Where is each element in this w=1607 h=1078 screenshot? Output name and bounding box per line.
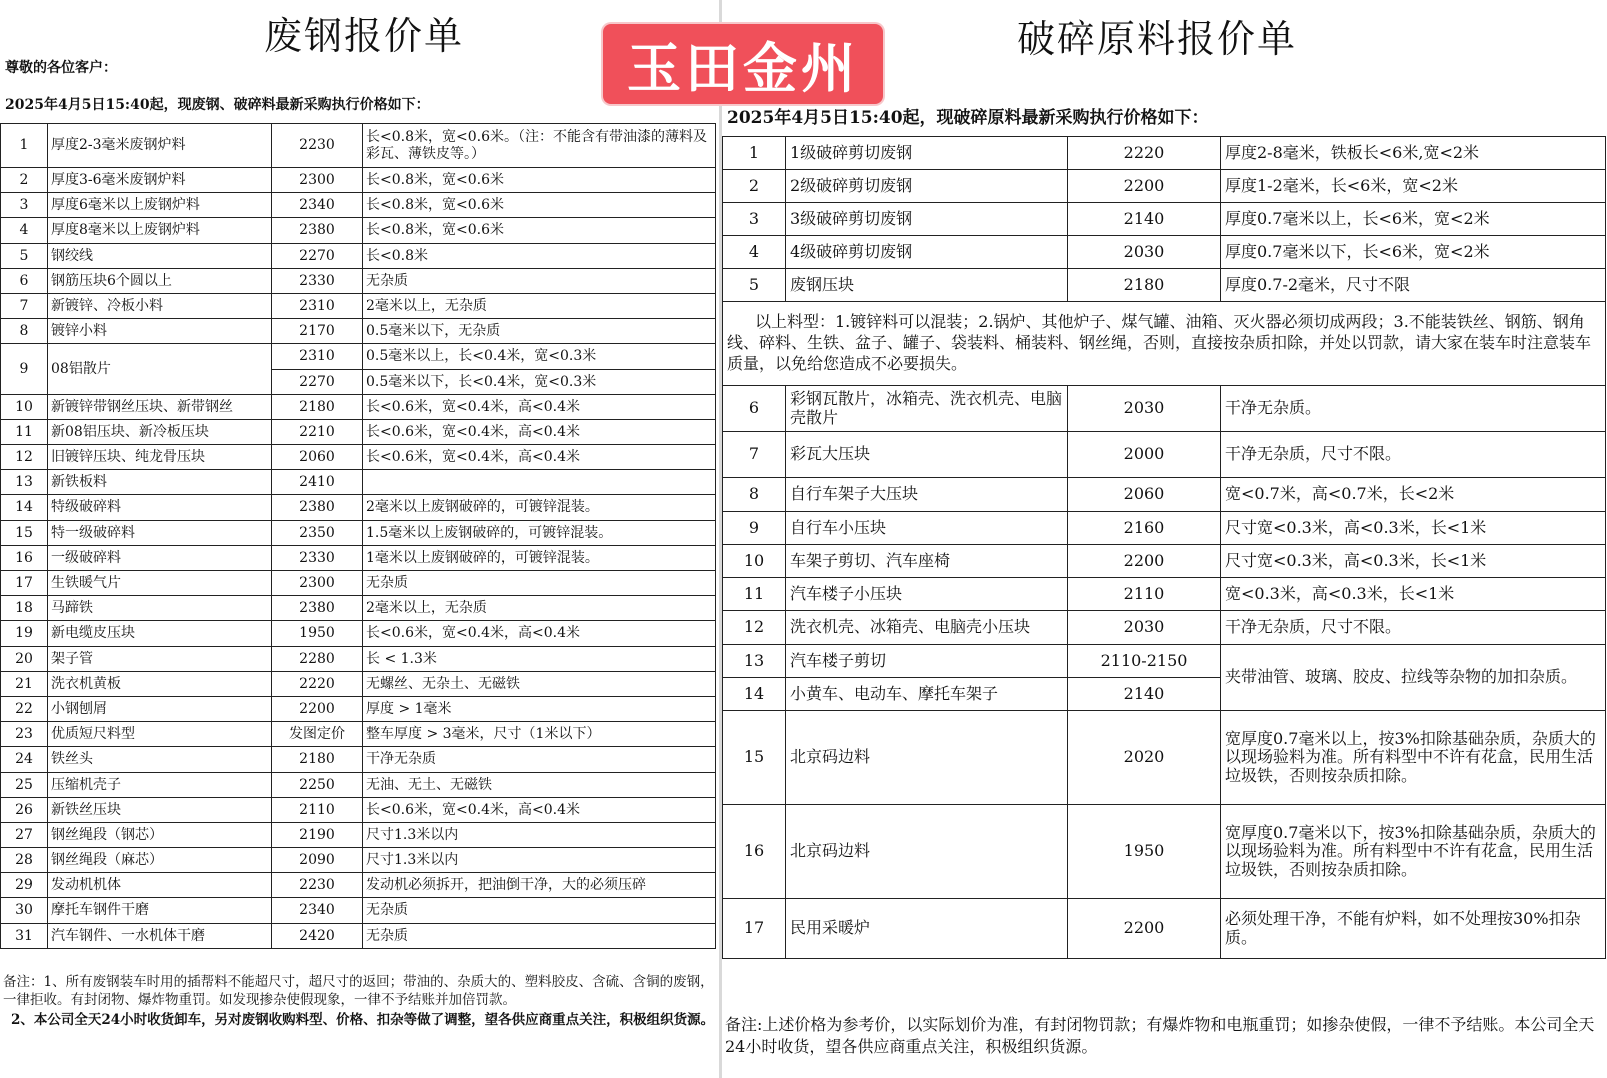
table-row: [1, 671, 716, 696]
table-row: [1, 419, 716, 444]
table-row: [1, 520, 716, 545]
item-price: 2350: [272, 520, 363, 545]
table-row: [723, 545, 1606, 578]
item-name: 马蹄铁: [48, 596, 272, 621]
item-note: 干净无杂质。: [1221, 386, 1606, 432]
table-row: [1, 218, 716, 243]
row-number: 20: [1, 646, 48, 671]
row-number: 26: [1, 797, 48, 822]
item-price: 2220: [272, 671, 363, 696]
item-name: 汽车楼子剪切: [786, 645, 1068, 678]
item-price: 2170: [272, 319, 363, 344]
item-price: 2280: [272, 646, 363, 671]
item-price: 2420: [272, 923, 363, 948]
item-price: 2110-2150: [1068, 645, 1221, 678]
row-number: 21: [1, 671, 48, 696]
greeting: 尊敬的各位客户：: [5, 60, 117, 76]
right-footer: 备注:上述价格为参考价，以实际划价为准，有封闭物罚款；有爆炸物和电瓶重罚；如掺杂使假，一律不予结账。本公司全天24小时收货，望各供应商重点关注，积极组织货源。: [725, 1015, 1595, 1056]
item-note: 尺寸1.3米以内: [363, 848, 716, 873]
item-price: 2020: [1068, 711, 1221, 805]
item-note: 厚度 > 1毫米: [363, 696, 716, 721]
row-number: 9: [1, 344, 48, 394]
table-row: [723, 269, 1606, 302]
table-row: [1, 898, 716, 923]
table-row: [1, 621, 716, 646]
item-price: 2200: [1068, 545, 1221, 578]
item-name: 厚度8毫米以上废钢炉料: [48, 218, 272, 243]
item-note: 2毫米以上废钢破碎的，可镀锌混装。: [363, 495, 716, 520]
item-name: 新电缆皮压块: [48, 621, 272, 646]
item-name: 生铁暖气片: [48, 571, 272, 596]
row-number: 23: [1, 722, 48, 747]
item-price: 2030: [1068, 236, 1221, 269]
item-note: 发动机必须拆开，把油倒干净，大的必须压碎: [363, 873, 716, 898]
table-row: [1, 571, 716, 596]
row-number: 30: [1, 898, 48, 923]
item-name: 优质短尺料型: [48, 722, 272, 747]
item-price: 2410: [272, 470, 363, 495]
item-price: 2300: [272, 571, 363, 596]
row-number: 12: [723, 611, 786, 645]
crushed-material-table: [722, 136, 1606, 959]
left-footer-note-1: 备注：1、所有废钢装车时用的插帮料不能超尺寸，超尺寸的返回；带油的、杂质大的、塑料胶皮、含硫、含铜的废钢，一律拒收。有封闭物、爆炸物重罚。如发现掺杂使假现象，一律不予结账并加倍罚款。: [3, 974, 714, 1009]
item-name: 自行车架子大压块: [786, 478, 1068, 512]
item-price: 2300: [272, 168, 363, 193]
row-number: 2: [1, 168, 48, 193]
row-number: 24: [1, 747, 48, 772]
item-price: 2030: [1068, 611, 1221, 645]
row-number: 3: [1, 193, 48, 218]
item-name: 彩钢瓦散片，冰箱壳、洗衣机壳、电脑壳散片: [786, 386, 1068, 432]
item-price: 2230: [272, 124, 363, 168]
item-price: 2000: [1068, 432, 1221, 478]
table-row: [723, 478, 1606, 512]
item-price: 2230: [272, 873, 363, 898]
left-footer: [3, 973, 715, 1030]
item-note: 整车厚度 > 3毫米，尺寸（1米以下）: [363, 722, 716, 747]
item-price: 2160: [1068, 512, 1221, 545]
right-subtitle: 2025年4月5日15:40起，现破碎原料最新采购执行价格如下：: [727, 108, 1209, 128]
row-number: 3: [723, 203, 786, 236]
table-row: [723, 203, 1606, 236]
item-price: 2210: [272, 419, 363, 444]
item-name: 钢绞线: [48, 243, 272, 268]
item-price: 2140: [1068, 203, 1221, 236]
item-price: 2270: [272, 243, 363, 268]
item-name: 洗衣机壳、冰箱壳、电脑壳小压块: [786, 611, 1068, 645]
item-note: 0.5毫米以下，无杂质: [363, 319, 716, 344]
item-price: 2090: [272, 848, 363, 873]
table-row: [1, 722, 716, 747]
row-number: 19: [1, 621, 48, 646]
item-price: 2330: [272, 268, 363, 293]
table-row: [1, 168, 716, 193]
item-price: 发图定价: [272, 722, 363, 747]
row-number: 6: [723, 386, 786, 432]
item-price: 2380: [272, 218, 363, 243]
item-note: 厚度2-8毫米，铁板长<6米,宽<2米: [1221, 137, 1606, 170]
item-name: 小钢刨屑: [48, 696, 272, 721]
item-note: 宽<0.3米，高<0.3米，长<1米: [1221, 578, 1606, 611]
row-number: 14: [1, 495, 48, 520]
item-price: 2380: [272, 596, 363, 621]
table-row: [723, 512, 1606, 545]
item-name: 北京码边料: [786, 711, 1068, 805]
item-price: 2140: [1068, 678, 1221, 711]
item-note: 无油、无土、无磁铁: [363, 772, 716, 797]
row-number: 29: [1, 873, 48, 898]
item-price: 2060: [1068, 478, 1221, 512]
item-name: 镀锌小料: [48, 319, 272, 344]
table-row: [723, 137, 1606, 170]
item-price: 2330: [272, 545, 363, 570]
row-number: 7: [723, 432, 786, 478]
table-row: [723, 645, 1606, 678]
item-price: 2060: [272, 445, 363, 470]
item-name: 2级破碎剪切废钢: [786, 170, 1068, 203]
item-price: 2340: [272, 898, 363, 923]
item-note: 干净无杂质，尺寸不限。: [1221, 432, 1606, 478]
notice-row: [723, 302, 1606, 386]
item-note: [363, 470, 716, 495]
item-price: 2310: [272, 344, 363, 369]
row-number: 1: [723, 137, 786, 170]
item-name: 摩托车钢件干磨: [48, 898, 272, 923]
item-price: 2110: [1068, 578, 1221, 611]
loading-rules-notice: 以上料型：1.镀锌料可以混装；2.锅炉、其他炉子、煤气罐、油箱、灭火器必须切成两段；3.不能装铁丝、钢筋、钢角线、碎料、生铁、盆子、罐子、袋装料、桶装料、钢丝绳，否则，直接按杂质扣除，并处以罚款，请大家在装车时注意装车质量，以免给您造成不必要损失。: [723, 302, 1606, 386]
item-note: 厚度0.7毫米以下，长<6米，宽<2米: [1221, 236, 1606, 269]
table-row: [723, 578, 1606, 611]
row-number: 28: [1, 848, 48, 873]
item-note: 干净无杂质，尺寸不限。: [1221, 611, 1606, 645]
left-subtitle: 2025年4月5日15:40起，现废钢、破碎料最新采购执行价格如下：: [5, 97, 430, 113]
row-number: 4: [1, 218, 48, 243]
item-note: 1.5毫米以上废钢破碎的，可镀锌混装。: [363, 520, 716, 545]
item-name: 钢丝绳段（麻芯）: [48, 848, 272, 873]
item-name: 钢筋压块6个圆以上: [48, 268, 272, 293]
row-number: 31: [1, 923, 48, 948]
table-row: [1, 545, 716, 570]
item-price: 2200: [1068, 170, 1221, 203]
row-number: 6: [1, 268, 48, 293]
item-price: 1950: [272, 621, 363, 646]
item-price: 2250: [272, 772, 363, 797]
row-number: 10: [723, 545, 786, 578]
item-name: 发动机机体: [48, 873, 272, 898]
item-name: 车架子剪切、汽车座椅: [786, 545, 1068, 578]
item-name: 1级破碎剪切废钢: [786, 137, 1068, 170]
item-note: 无杂质: [363, 898, 716, 923]
table-row: [1, 923, 716, 948]
item-note: 无杂质: [363, 571, 716, 596]
item-note: 1毫米以上废钢破碎的，可镀锌混装。: [363, 545, 716, 570]
table-row: [1, 596, 716, 621]
item-note: 0.5毫米以上，长<0.4米，宽<0.3米: [363, 344, 716, 369]
item-note: 2毫米以上，无杂质: [363, 293, 716, 318]
item-name: 新08铝压块、新冷板压块: [48, 419, 272, 444]
table-row: [723, 236, 1606, 269]
row-number: 10: [1, 394, 48, 419]
item-name: 汽车楼子小压块: [786, 578, 1068, 611]
item-name: 民用采暖炉: [786, 899, 1068, 959]
item-note: 长<0.6米，宽<0.4米，高<0.4米: [363, 445, 716, 470]
item-note: 无杂质: [363, 268, 716, 293]
table-row: [1, 344, 716, 369]
row-number: 4: [723, 236, 786, 269]
item-note: 厚度1-2毫米，长<6米，宽<2米: [1221, 170, 1606, 203]
item-name: 北京码边料: [786, 805, 1068, 899]
table-row: [1, 193, 716, 218]
row-number: 17: [1, 571, 48, 596]
row-number: 7: [1, 293, 48, 318]
row-number: 11: [723, 578, 786, 611]
row-number: 8: [1, 319, 48, 344]
item-note: 长<0.6米，宽<0.4米，高<0.4米: [363, 797, 716, 822]
row-number: 1: [1, 124, 48, 168]
table-row: [1, 873, 716, 898]
crushed-material-price-list: [722, 0, 1607, 1078]
table-row: [1, 822, 716, 847]
row-number: 12: [1, 445, 48, 470]
item-price: 2200: [1068, 899, 1221, 959]
row-number: 25: [1, 772, 48, 797]
row-number: 13: [723, 645, 786, 678]
row-number: 11: [1, 419, 48, 444]
item-name: 小黄车、电动车、摩托车架子: [786, 678, 1068, 711]
item-name: 新镀锌、冷板小料: [48, 293, 272, 318]
item-note: 必须处理干净，不能有炉料，如不处理按30%扣杂质。: [1221, 899, 1606, 959]
item-name: 压缩机壳子: [48, 772, 272, 797]
item-note: 长<0.8米，宽<0.6米: [363, 193, 716, 218]
item-note: 宽<0.7米，高<0.7米，长<2米: [1221, 478, 1606, 512]
item-name: 铁丝头: [48, 747, 272, 772]
table-row: [1, 243, 716, 268]
item-note: 长<0.8米，宽<0.6米: [363, 168, 716, 193]
row-number: 2: [723, 170, 786, 203]
item-name: 自行车小压块: [786, 512, 1068, 545]
table-row: [1, 293, 716, 318]
left-footer-note-2: 2、本公司全天24小时收货卸车，另对废钢收购料型、价格、扣杂等做了调整，望各供应商重点关注，积极组织货源。: [11, 1012, 715, 1029]
table-row: [723, 611, 1606, 645]
item-name: 废钢压块: [786, 269, 1068, 302]
table-row: [1, 268, 716, 293]
item-name: 旧镀锌压块、纯龙骨压块: [48, 445, 272, 470]
table-row: [1, 319, 716, 344]
table-row: [723, 170, 1606, 203]
table-row: [1, 848, 716, 873]
item-name: 4级破碎剪切废钢: [786, 236, 1068, 269]
item-note: 尺寸宽<0.3米，高<0.3米，长<1米: [1221, 512, 1606, 545]
item-name: 彩瓦大压块: [786, 432, 1068, 478]
item-note: 厚度0.7毫米以上，长<6米，宽<2米: [1221, 203, 1606, 236]
item-price: 2340: [272, 193, 363, 218]
item-note: 长<0.6米，宽<0.4米，高<0.4米: [363, 419, 716, 444]
item-note: 长 < 1.3米: [363, 646, 716, 671]
item-price: 2180: [1068, 269, 1221, 302]
item-note: 干净无杂质: [363, 747, 716, 772]
item-name: 架子管: [48, 646, 272, 671]
row-number: 22: [1, 696, 48, 721]
item-note: 长<0.8米，宽<0.6米: [363, 218, 716, 243]
scrap-steel-price-list: [0, 0, 720, 1078]
table-row: [1, 445, 716, 470]
item-name: 厚度3-6毫米废钢炉料: [48, 168, 272, 193]
row-number: 16: [1, 545, 48, 570]
table-row: [1, 495, 716, 520]
item-note: 长<0.8米，宽<0.6米。（注：不能含有带油漆的薄料及彩瓦、薄铁皮等。）: [363, 124, 716, 168]
item-name: 08铝散片: [48, 344, 272, 394]
item-note: 长<0.6米，宽<0.4米，高<0.4米: [363, 621, 716, 646]
row-number: 13: [1, 470, 48, 495]
item-note: 2毫米以上，无杂质: [363, 596, 716, 621]
left-title: 废钢报价单: [264, 14, 465, 58]
item-price: 2220: [1068, 137, 1221, 170]
item-name: 3级破碎剪切废钢: [786, 203, 1068, 236]
row-number: 5: [1, 243, 48, 268]
item-note: 长<0.6米，宽<0.4米，高<0.4米: [363, 394, 716, 419]
item-note: 尺寸1.3米以内: [363, 822, 716, 847]
row-number: 18: [1, 596, 48, 621]
right-title: 破碎原料报价单: [1017, 17, 1298, 61]
item-name: 新铁板料: [48, 470, 272, 495]
item-price: 2110: [272, 797, 363, 822]
item-name: 钢丝绳段（钢芯）: [48, 822, 272, 847]
item-name: 厚度6毫米以上废钢炉料: [48, 193, 272, 218]
row-number: 8: [723, 478, 786, 512]
item-name: 特一级破碎料: [48, 520, 272, 545]
table-row: [1, 696, 716, 721]
item-note: 宽厚度0.7毫米以上，按3%扣除基础杂质，杂质大的以现场验料为准。所有料型中不许有花盒，民用生活垃圾铁，否则按杂质扣除。: [1221, 711, 1606, 805]
item-note: 无螺丝、无杂土、无磁铁: [363, 671, 716, 696]
row-number: 9: [723, 512, 786, 545]
item-note: 宽厚度0.7毫米以下，按3%扣除基础杂质，杂质大的以现场验料为准。所有料型中不许有花盒，民用生活垃圾铁，否则按杂质扣除。: [1221, 805, 1606, 899]
table-row: [723, 805, 1606, 899]
row-number: 15: [723, 711, 786, 805]
table-row: [723, 899, 1606, 959]
item-name: 新铁丝压块: [48, 797, 272, 822]
table-row: [1, 747, 716, 772]
item-price: 2030: [1068, 386, 1221, 432]
item-price: 2200: [272, 696, 363, 721]
row-number: 14: [723, 678, 786, 711]
table-row: [1, 797, 716, 822]
item-price: 2380: [272, 495, 363, 520]
company-stamp: 玉田金州: [603, 24, 883, 104]
item-name: 厚度2-3毫米废钢炉料: [48, 124, 272, 168]
item-note: 尺寸宽<0.3米，高<0.3米，长<1米: [1221, 545, 1606, 578]
table-row: [723, 432, 1606, 478]
table-row: [1, 124, 716, 168]
table-row: [723, 711, 1606, 805]
item-name: 特级破碎料: [48, 495, 272, 520]
row-number: 15: [1, 520, 48, 545]
item-price: 2270: [272, 369, 363, 394]
item-name: 洗衣机黄板: [48, 671, 272, 696]
item-note: 0.5毫米以下，长<0.4米，宽<0.3米: [363, 369, 716, 394]
item-note: 夹带油管、玻璃、胶皮、拉线等杂物的加扣杂质。: [1221, 645, 1606, 711]
item-name: 一级破碎料: [48, 545, 272, 570]
item-price: 2180: [272, 747, 363, 772]
item-note: 无杂质: [363, 923, 716, 948]
scrap-steel-table: [0, 123, 716, 949]
row-number: 17: [723, 899, 786, 959]
table-row: [1, 646, 716, 671]
row-number: 27: [1, 822, 48, 847]
row-number: 5: [723, 269, 786, 302]
table-row: [1, 772, 716, 797]
item-price: 2190: [272, 822, 363, 847]
item-price: 2180: [272, 394, 363, 419]
table-row: [1, 394, 716, 419]
item-price: 2310: [272, 293, 363, 318]
item-name: 汽车钢件、一水机体干磨: [48, 923, 272, 948]
item-note: 长<0.8米: [363, 243, 716, 268]
item-price: 1950: [1068, 805, 1221, 899]
table-row: [723, 386, 1606, 432]
item-note: 厚度0.7-2毫米，尺寸不限: [1221, 269, 1606, 302]
item-name: 新镀锌带钢丝压块、新带钢丝: [48, 394, 272, 419]
row-number: 16: [723, 805, 786, 899]
table-row: [1, 470, 716, 495]
